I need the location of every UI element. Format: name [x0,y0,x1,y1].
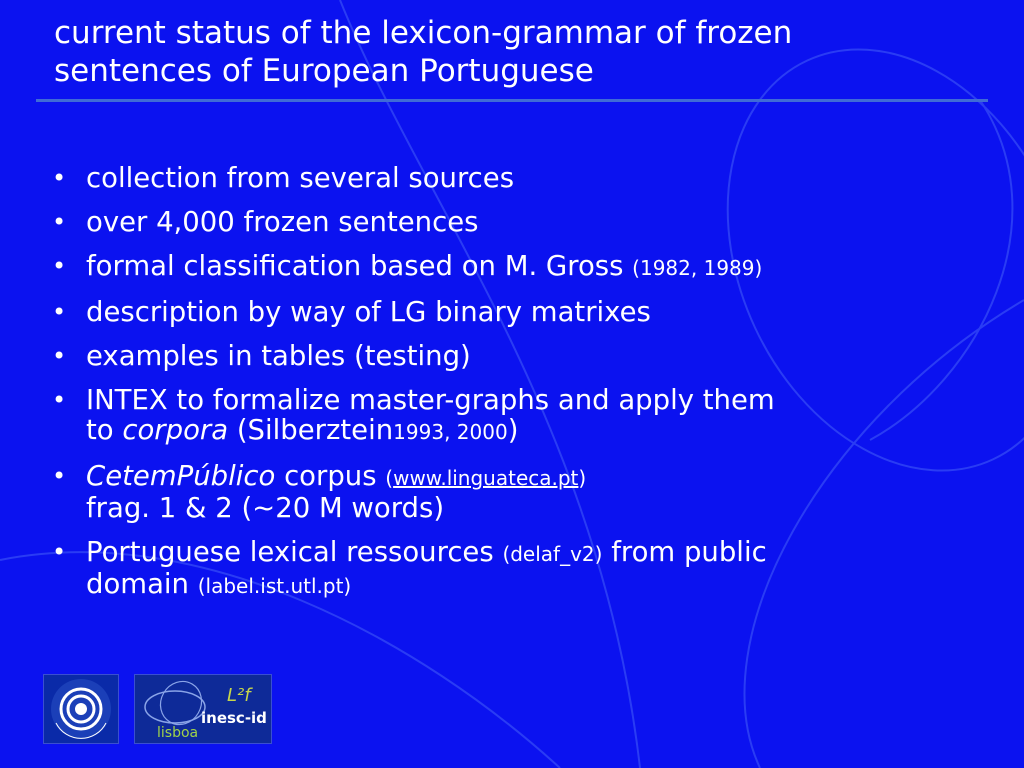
slide-title [54,14,994,90]
linguateca-link[interactable]: www.linguateca.pt [393,466,579,490]
bullet-text: formal classification based on M. Gross [86,250,624,282]
title-line-1: current status of the lexicon-grammar of frozen [54,15,793,51]
inesc-id-lisboa-l2f-logo [134,674,272,744]
inesc-logo-graphic [135,675,271,743]
paren: ( [385,466,394,490]
bullet-item [52,537,982,601]
bullet-text: collection from several sources [86,162,515,194]
bullet-item [52,461,982,523]
universidade-do-algarve-logo [43,674,119,744]
bullet-icon: • [52,252,67,280]
bullet-text: Portuguese lexical ressources [86,536,494,568]
bullet-icon: • [52,462,67,490]
bullet-text: frag. 1 & 2 (~20 M words) [86,492,445,524]
bullet-item [52,251,982,283]
resource-source: (label.ist.utl.pt) [197,574,352,598]
bullet-icon: • [52,164,67,192]
inesc-text: inesc-id [201,709,267,727]
bullet-list [52,163,982,615]
citation-years: (1982, 1989) [632,256,763,280]
bullet-text: ) [507,414,519,446]
title-line-2: sentences of European Portuguese [54,53,594,89]
bullet-text: INTEX to formalize master-graphs and apply them [86,384,775,416]
bullet-item [52,385,982,447]
bullet-icon: • [52,208,67,236]
bullet-text: from public [611,536,767,568]
emphasis-cetempublico: CetemPúblico [86,460,276,492]
bullet-text: description by way of LG binary matrixes [86,296,651,328]
bullet-text: (Silberztein [236,414,394,446]
title-divider [36,99,988,102]
l2f-text: L²f [227,685,251,706]
bullet-icon: • [52,538,67,566]
ualg-emblem-icon [44,675,118,743]
bullet-item [52,341,982,371]
resource-name: (delaf_v2) [502,542,603,566]
bullet-item [52,297,982,327]
bullet-text: corpus [284,460,377,492]
bullet-text: examples in tables (testing) [86,340,471,372]
lisboa-text: lisboa [157,725,199,741]
paren: ) [578,466,587,490]
bullet-text: over 4,000 frozen sentences [86,206,479,238]
bullet-item [52,207,982,237]
bullet-icon: • [52,342,67,370]
bullet-text: to [86,414,114,446]
citation-years: 1993, 2000 [393,420,508,444]
emphasis-corpora: corpora [122,414,229,446]
bullet-item [52,163,982,193]
bullet-text: domain [86,568,189,600]
bullet-icon: • [52,298,67,326]
bullet-icon: • [52,386,67,414]
